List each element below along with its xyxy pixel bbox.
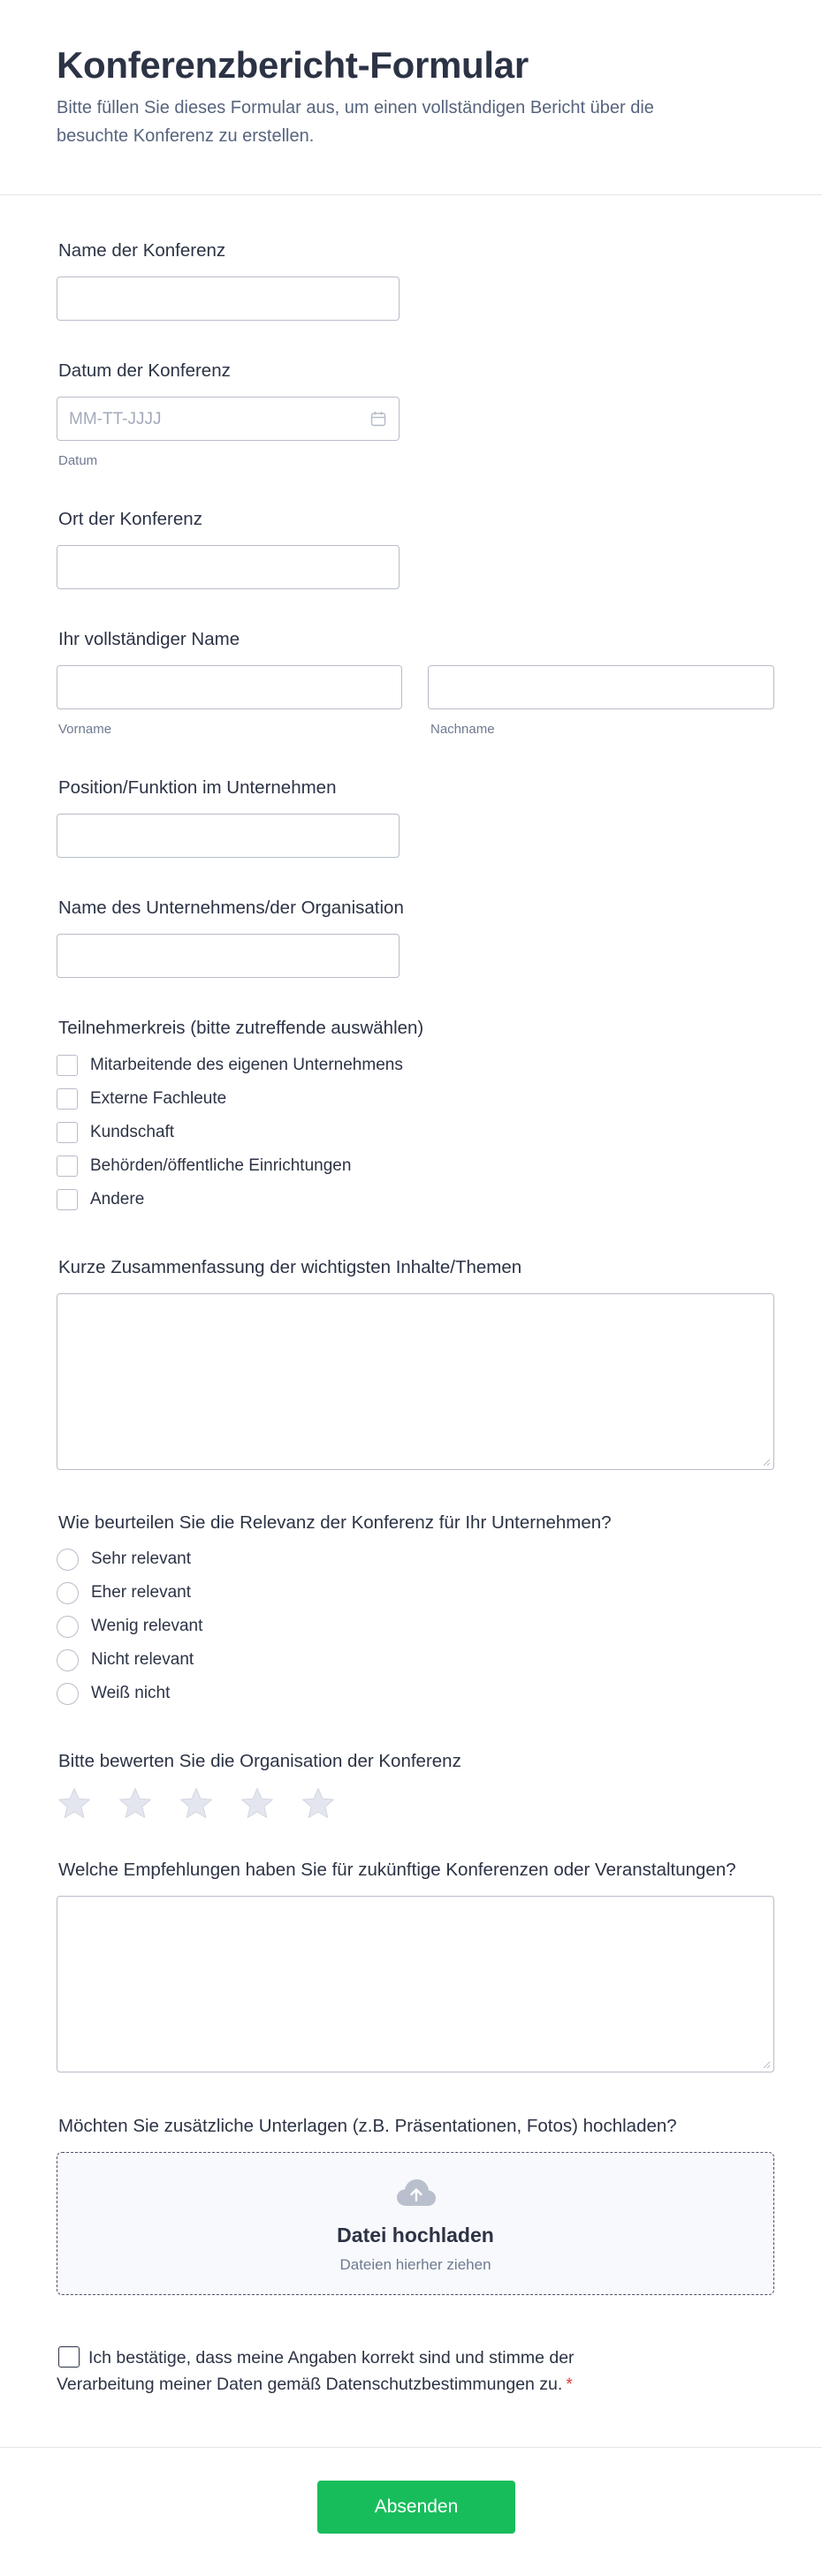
resize-grip-icon[interactable] (762, 1458, 771, 1466)
checkbox[interactable] (57, 1189, 78, 1210)
conference-location-input[interactable] (57, 545, 400, 589)
conference-name-input[interactable] (57, 277, 400, 321)
page-subtitle: Bitte füllen Sie dieses Formular aus, um einen vollständigen Bericht über die besuchte Konferenz zu erstellen. (57, 98, 654, 146)
radio-button[interactable] (57, 1582, 79, 1604)
last-name-sublabel: Nachname (430, 722, 495, 737)
radio-button[interactable] (57, 1616, 79, 1638)
consent-text: Ich bestätige, dass meine Angaben korrekt sind und stimme der Verarbeitung meiner Daten gemäß Datenschutzbestimmungen zu. * (57, 2348, 575, 2394)
last-name-input[interactable] (428, 665, 774, 709)
star-icon[interactable] (301, 1786, 336, 1822)
checkbox[interactable] (57, 1122, 78, 1143)
star-icon[interactable] (57, 1786, 92, 1822)
conference-location-label: Ort der Konferenz (58, 509, 202, 529)
footer-divider (0, 2447, 822, 2448)
summary-label: Kurze Zusammenfassung der wichtigsten Inhalte/Themen (58, 1257, 522, 1277)
relevance-option[interactable]: Nicht relevant (57, 1648, 194, 1671)
star-icon[interactable] (179, 1786, 214, 1822)
required-asterisk: * (566, 2375, 573, 2394)
relevance-option[interactable]: Sehr relevant (57, 1548, 191, 1571)
checkbox[interactable] (57, 1055, 78, 1076)
first-name-sublabel: Vorname (58, 722, 112, 737)
conference-name-label: Name der Konferenz (58, 240, 226, 261)
rating-label: Bitte bewerten Sie die Organisation der Konferenz (58, 1751, 461, 1771)
date-sublabel: Datum (58, 453, 98, 468)
radio-button[interactable] (57, 1683, 79, 1705)
radio-button[interactable] (57, 1649, 79, 1671)
conference-date-input[interactable] (57, 397, 400, 441)
summary-textarea[interactable] (57, 1293, 774, 1470)
relevance-label: Wie beurteilen Sie die Relevanz der Konferenz für Ihr Unternehmen? (58, 1512, 612, 1533)
star-icon[interactable] (240, 1786, 275, 1822)
full-name-label: Ihr vollständiger Name (58, 629, 240, 649)
checkbox[interactable] (57, 1155, 78, 1177)
relevance-option[interactable]: Eher relevant (57, 1581, 191, 1604)
participants-option[interactable]: Behörden/öffentliche Einrichtungen (57, 1155, 351, 1178)
participants-label: Teilnehmerkreis (bitte zutreffende auswählen) (58, 1018, 424, 1038)
relevance-option[interactable]: Weiß nicht (57, 1682, 170, 1705)
submit-button[interactable]: Absenden (317, 2481, 515, 2534)
file-upload-dropzone[interactable] (57, 2152, 774, 2295)
radio-button[interactable] (57, 1549, 79, 1571)
star-icon[interactable] (118, 1786, 153, 1822)
relevance-option[interactable]: Wenig relevant (57, 1615, 202, 1638)
position-label: Position/Funktion im Unternehmen (58, 777, 337, 798)
conference-date-label: Datum der Konferenz (58, 360, 231, 381)
checkbox[interactable] (57, 1088, 78, 1110)
form-header (0, 0, 822, 195)
participants-option[interactable]: Mitarbeitende des eigenen Unternehmens (57, 1054, 403, 1077)
recommendations-textarea[interactable] (57, 1896, 774, 2072)
participants-option[interactable]: Externe Fachleute (57, 1087, 226, 1110)
company-input[interactable] (57, 934, 400, 978)
date-placeholder: MM-TT-JJJJ (69, 410, 162, 428)
upload-label: Möchten Sie zusätzliche Unterlagen (z.B. Präsentationen, Fotos) hochladen? (58, 2116, 677, 2136)
calendar-icon[interactable] (370, 411, 386, 427)
participants-option[interactable]: Kundschaft (57, 1121, 174, 1144)
star-rating[interactable] (57, 1786, 362, 1822)
position-input[interactable] (57, 814, 400, 858)
cloud-upload-icon (395, 2176, 438, 2211)
first-name-input[interactable] (57, 665, 402, 709)
participants-option[interactable]: Andere (57, 1188, 144, 1211)
upload-subtitle: Dateien hierher ziehen (339, 2256, 491, 2273)
resize-grip-icon[interactable] (762, 2060, 771, 2069)
company-label: Name des Unternehmens/der Organisation (58, 898, 404, 918)
recommendations-label: Welche Empfehlungen haben Sie für zukünftige Konferenzen oder Veranstaltungen? (58, 1860, 736, 1880)
upload-title: Datei hochladen (337, 2224, 494, 2246)
page-title: Konferenzbericht-Formular (57, 44, 529, 86)
